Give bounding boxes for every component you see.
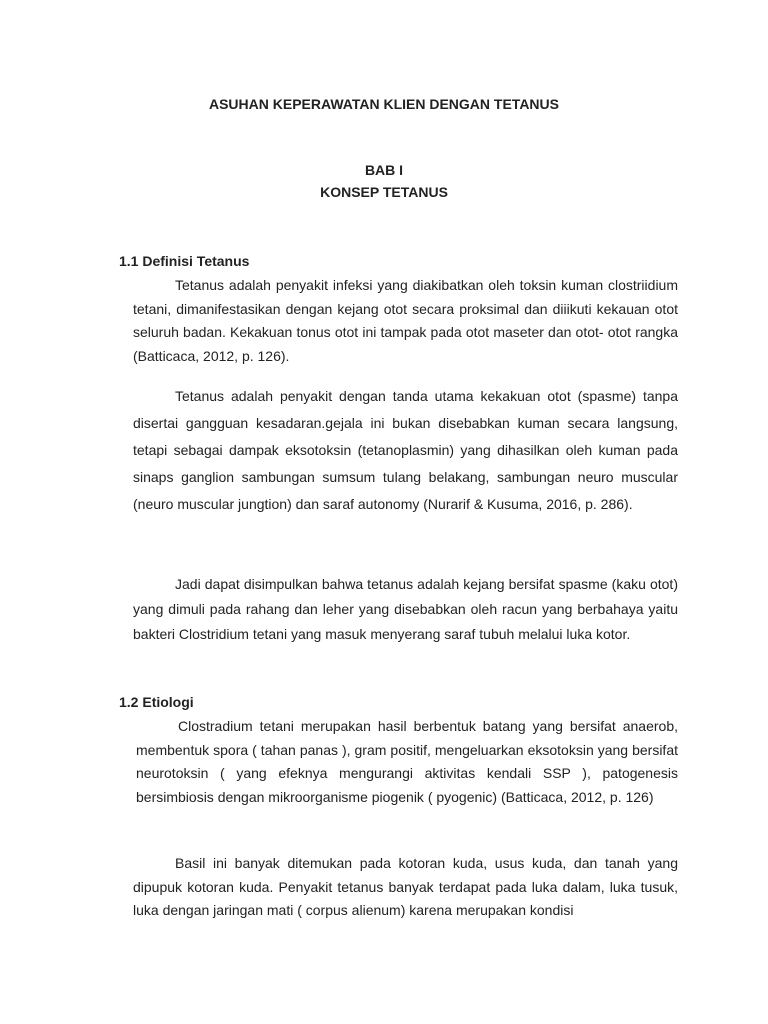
section-heading-etiologi: 1.2 Etiologi <box>119 694 194 710</box>
section-heading-definisi: 1.1 Definisi Tetanus <box>119 253 250 269</box>
paragraph <box>136 715 678 809</box>
chapter-title: KONSEP TETANUS <box>320 184 448 200</box>
paragraph <box>133 572 678 647</box>
paragraph-text: Tetanus adalah penyakit dengan tanda utama kekakuan otot (spasme) tanpa disertai gangguan kesadaran.gejala ini bukan disebabkan kuman secara langsung, tetapi sebagai dampak eksotoksin (tetanoplasmin) yang dihasilkan oleh kuman pada sinaps ganglion sambungan sumsum tulang belakang, sambungan neuro muscular (neuro muscular jungtion) dan saraf autonomy (Nurarif & Kusuma, 2016, p. 286). <box>133 388 678 512</box>
paragraph <box>133 274 678 368</box>
paragraph <box>133 852 678 923</box>
paragraph-text: Clostradium tetani merupakan hasil berbentuk batang yang bersifat anaerob, membentuk spora ( tahan panas ), gram positif, mengeluarkan eksotoksin yang bersifat neurotoksin ( yang efeknya mengurangi aktivitas kendali SSP ), patogenesis bersimbiosis dengan mikroorganisme piogenik ( pyogenic) (Batticaca, 2012, p. 126) <box>136 718 678 805</box>
paragraph <box>133 383 678 518</box>
chapter-number: BAB I <box>364 162 404 178</box>
paragraph-text: Basil ini banyak ditemukan pada kotoran kuda, usus kuda, dan tanah yang dipupuk kotoran kuda. Penyakit tetanus banyak terdapat pada luka dalam, luka tusuk, luka dengan jaringan mati ( corpus alienum) karena merupakan kondisi <box>133 855 678 918</box>
document-title: ASUHAN KEPERAWATAN KLIEN DENGAN TETANUS <box>208 96 559 112</box>
paragraph-text: Jadi dapat disimpulkan bahwa tetanus adalah kejang bersifat spasme (kaku otot) yang dimuli pada rahang dan leher yang disebabkan oleh racun yang berbahaya yaitu bakteri Clostridium tetani yang masuk menyerang saraf tubuh melalui luka kotor. <box>133 576 678 642</box>
paragraph-text: Tetanus adalah penyakit infeksi yang diakibatkan oleh toksin kuman clostriidium tetani, dimanifestasikan dengan kejang otot secara proksimal dan diiikuti kekauan otot seluruh badan. Kekakuan tonus otot ini tampak pada otot maseter dan otot- otot rangka (Batticaca, 2012, p. 126). <box>133 277 678 364</box>
